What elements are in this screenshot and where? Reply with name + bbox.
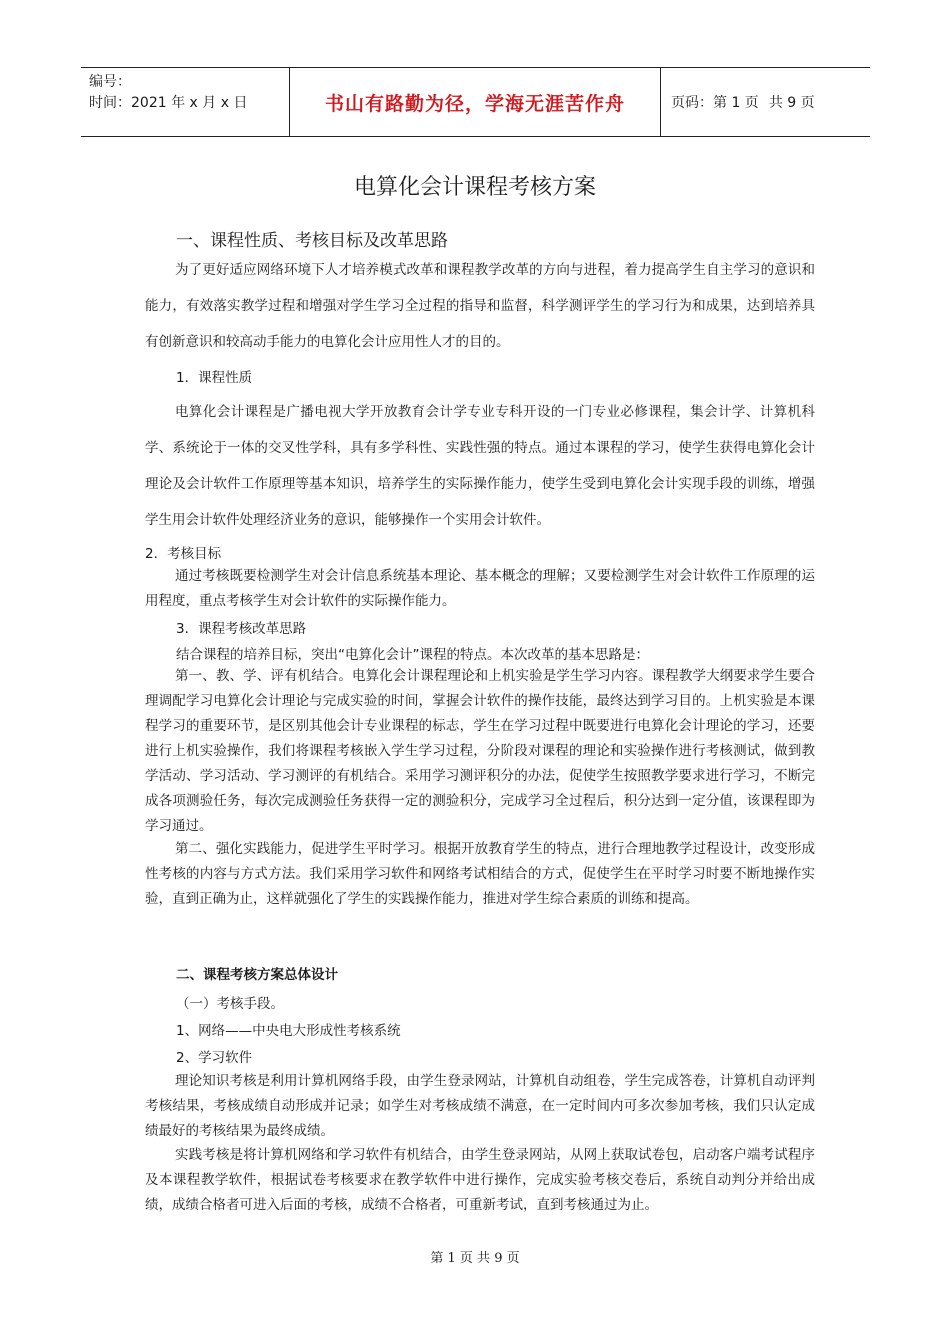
header-total-label: 共 9 页 <box>768 95 815 111</box>
sub1-paragraph: 电算化会计课程是广播电视大学开放教育会计学专业专科开设的一门专业必修课程，集会计学、计算机科学、系统论于一体的交叉性学科，具有多学科性、实践性强的特点。通过本课程的学习，使学生获得电算化会计理论及会计软件工作原理等基本知识，培养学生的实际操作能力，使学生受到电算化会计实现手段的训练，增强学生用会计软件处理经济业务的意识，能够操作一个实用会计软件。 <box>145 404 815 528</box>
sub2-paragraph: 通过考核既要检测学生对会计信息系统基本理论、基本概念的理解；又要检测学生对会计软件工作原理的运用程度，重点考核学生对会计软件的实际操作能力。 <box>145 568 815 609</box>
doc-title: 电算化会计课程考核方案 <box>353 175 596 200</box>
doc-number-label: 编号： <box>89 74 131 90</box>
practice-paragraph: 实践考核是将计算机网络和学习软件有机结合，由学生登录网站，从网上获取试卷包，启动客户端考试程序及本课程教学软件，根据试卷考核要求在教学软件中进行操作，完成实验考核交卷后，系统自动判分并给出成绩，成绩合格者可进入后面的考核，成绩不合格者，可重新考试，直到考核通过为止。 <box>145 1147 815 1213</box>
intro-paragraph: 为了更好适应网络环境下人才培养模式改革和课程教学改革的方向与进程，着力提高学生自主学习的意识和能力，有效落实教学过程和增强对学生学习全过程的指导和监督，科学测评学生的学习行为和成果，达到培养具有创新意识和较高动手能力的电算化会计应用性人才的目的。 <box>145 262 815 350</box>
sub3-heading: 3．课程考核改革思路 <box>176 621 307 637</box>
sub2-heading: 2．考核目标 <box>145 546 222 562</box>
sub3-intro: 结合课程的培养目标，突出“电算化会计”课程的特点。本次改革的基本思路是： <box>176 647 649 663</box>
s2-item-software: 2、学习软件 <box>176 1050 253 1066</box>
sub1-heading: 1．课程性质 <box>176 370 253 386</box>
header-meta <box>81 68 290 136</box>
page-header <box>81 67 870 137</box>
sub3-second-paragraph: 第二、强化实践能力，促进学生平时学习。根据开放教育学生的特点，进行合理地教学过程设计，改变形成性考核的内容与方式方法。我们采用学习软件和网络考试相结合的方式，促使学生在平时学习时要不断地操作实验，直到正确为止，这样就强化了学生的实践操作能力，推进对学生综合素质的训练和提高。 <box>145 841 815 907</box>
sub3-first-paragraph: 第一、教、学、评有机结合。电算化会计课程理论和上机实验是学生学习内容。课程教学大纲要求学生要合理调配学习电算化会计理论与完成实验的时间，掌握会计软件的操作技能，最终达到学习目的。上机实验是本课程学习的重要环节，是区别其他会计专业课程的标志，学生在学习过程中既要进行电算化会计理论的学习，还要进行上机实验操作，我们将课程考核嵌入学生学习过程，分阶段对课程的理论和实验操作进行考核测试，做到教学活动、学习活动、学习测评的有机结合。采用学习测评积分的办法，促使学生按照教学要求进行学习，不断完成各项测验任务，每次完成测验任务获得一定的测验积分，完成学习全过程后，积分达到一定分值，该课程即为学习通过。 <box>145 668 815 834</box>
s2-item-network: 1、网络——中央电大形成性考核系统 <box>176 1023 401 1039</box>
header-motto: 书山有路勤为径，学海无涯苦作舟 <box>290 68 661 136</box>
header-page-label: 页码：第 1 页 <box>671 95 759 111</box>
doc-date-label: 时间：2021 年 x 月 x 日 <box>89 95 248 111</box>
section2-heading: 二、课程考核方案总体设计 <box>176 967 338 983</box>
page-footer: 第 1 页 共 9 页 <box>430 1251 520 1266</box>
header-page-info <box>661 68 870 136</box>
theory-paragraph: 理论知识考核是利用计算机网络手段，由学生登录网站，计算机自动组卷，学生完成答卷，计算机自动评判考核结果，考核成绩自动形成并记录；如学生对考核成绩不满意，在一定时间内可多次参加考核，我们只认定成绩最好的考核结果为最终成绩。 <box>145 1073 815 1139</box>
s2-item-means: （一）考核手段。 <box>176 996 284 1012</box>
section1-heading: 一、课程性质、考核目标及改革思路 <box>176 231 448 251</box>
